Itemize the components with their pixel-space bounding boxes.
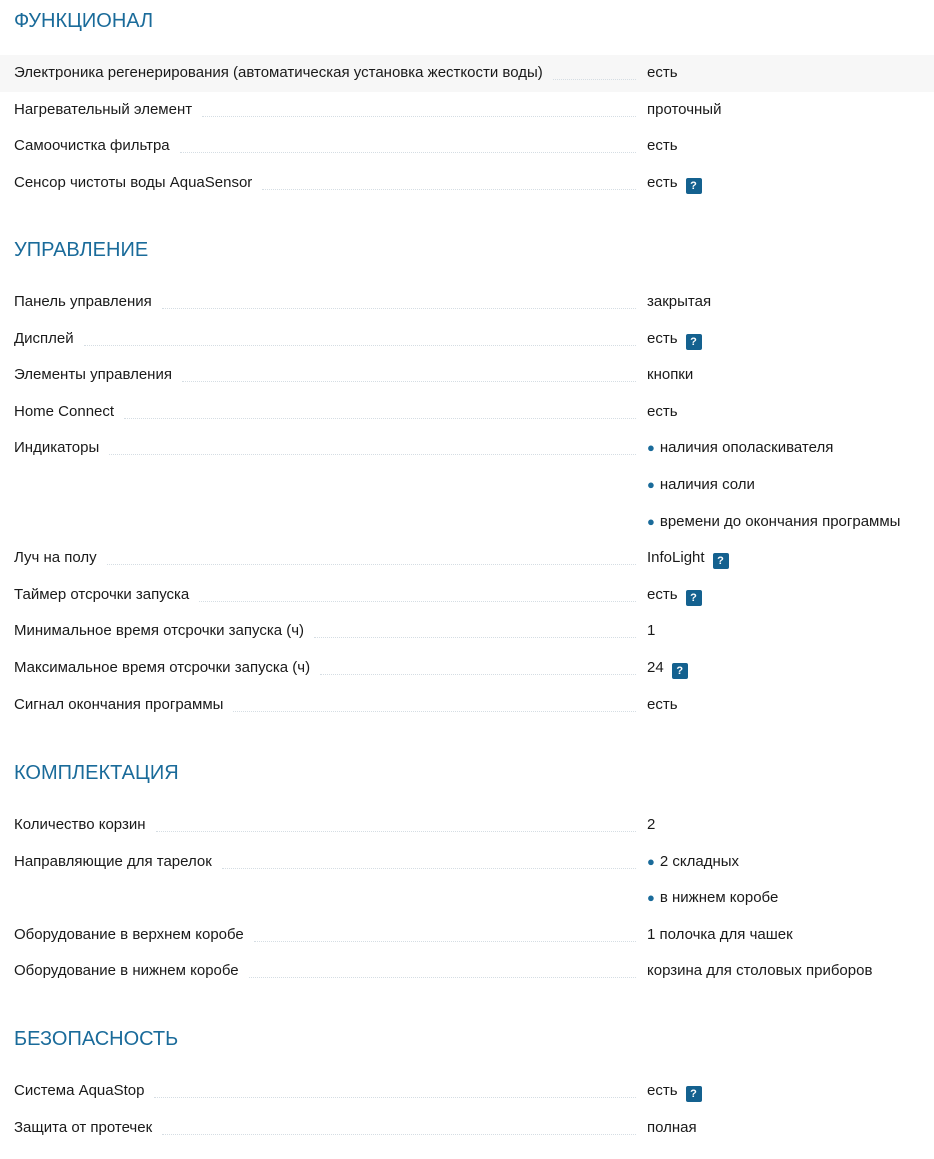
dotted-leader xyxy=(162,1134,636,1135)
spec-value xyxy=(647,55,678,91)
spec-value-text: корзина для столовых приборов xyxy=(647,962,873,980)
spec-label: Защита от протечек xyxy=(14,1118,153,1136)
spec-row xyxy=(0,917,934,954)
dotted-leader xyxy=(156,831,636,832)
spec-value-text: кнопки xyxy=(647,366,694,384)
spec-value-text: в нижнем коробе xyxy=(659,889,779,907)
spec-value xyxy=(647,394,678,430)
spec-value-text: времени до окончания программы xyxy=(659,512,901,530)
dotted-leader xyxy=(199,601,636,602)
section-title: ФУНКЦИОНАЛ xyxy=(14,10,154,32)
dotted-leader xyxy=(202,116,636,117)
help-icon[interactable]: ? xyxy=(686,334,702,350)
spec-row xyxy=(0,807,934,844)
spec-row xyxy=(0,92,934,129)
spec-row xyxy=(0,687,934,724)
spec-value-text: закрытая xyxy=(647,293,712,310)
spec-label: Электроника регенерирования (автоматическая установка жесткости воды) xyxy=(14,64,543,81)
spec-label: Самоочистка фильтра xyxy=(14,137,170,155)
spec-row xyxy=(0,1110,934,1147)
spec-row xyxy=(0,613,934,650)
spec-value-text: есть xyxy=(647,1082,678,1099)
dotted-leader xyxy=(109,454,636,455)
spec-row xyxy=(0,577,934,614)
spec-value-text: 24 xyxy=(647,659,664,676)
spec-row xyxy=(0,357,934,394)
spec-label: Нагревательный элемент xyxy=(14,100,193,118)
bullet-icon: ● xyxy=(647,476,655,492)
spec-row xyxy=(0,430,934,540)
spec-label: Количество корзин xyxy=(14,816,146,833)
spec-value xyxy=(647,880,778,916)
dotted-leader xyxy=(254,941,636,942)
dotted-leader xyxy=(233,711,636,712)
spec-label: Дисплей xyxy=(14,329,74,347)
spec-value-text: 2 складных xyxy=(659,852,740,870)
spec-value-text: есть xyxy=(647,329,678,347)
spec-value xyxy=(647,357,693,393)
section-title: УПРАВЛЕНИЕ xyxy=(14,239,149,261)
dotted-leader xyxy=(182,381,636,382)
spec-row xyxy=(0,540,934,577)
spec-value xyxy=(647,953,872,989)
spec-label: Луч на полу xyxy=(14,549,97,567)
dotted-leader xyxy=(553,79,636,80)
spec-value-text: есть xyxy=(647,585,678,603)
spec-value xyxy=(647,613,655,649)
spec-value xyxy=(647,1073,702,1109)
spec-row xyxy=(0,394,934,431)
spec-row xyxy=(0,321,934,358)
spec-label: Система AquaStop xyxy=(14,1082,145,1099)
spec-label: Панель управления xyxy=(14,293,152,310)
spec-value-text: InfoLight xyxy=(647,549,705,567)
dotted-leader xyxy=(249,977,636,978)
spec-value xyxy=(647,430,833,466)
spec-value xyxy=(647,577,702,613)
help-icon[interactable]: ? xyxy=(686,1086,702,1102)
spec-row xyxy=(0,650,934,687)
spec-value xyxy=(647,128,678,164)
dotted-leader xyxy=(222,868,636,869)
bullet-icon: ● xyxy=(647,853,655,869)
spec-label: Направляющие для тарелок xyxy=(14,852,212,870)
spec-label: Оборудование в верхнем коробе xyxy=(14,925,244,943)
spec-row xyxy=(0,953,934,990)
dotted-leader xyxy=(84,345,636,346)
spec-label: Оборудование в нижнем коробе xyxy=(14,962,239,980)
spec-row xyxy=(0,165,934,202)
spec-row xyxy=(0,1073,934,1110)
spec-value xyxy=(647,650,688,686)
spec-value xyxy=(647,467,755,503)
spec-row xyxy=(0,55,934,92)
section-title: КОМПЛЕКТАЦИЯ xyxy=(14,762,179,784)
spec-value-text: есть xyxy=(647,402,678,420)
help-icon[interactable]: ? xyxy=(686,178,702,194)
dotted-leader xyxy=(180,152,636,153)
spec-value-text: наличия соли xyxy=(659,475,755,493)
spec-value-text: проточный xyxy=(647,100,722,118)
spec-value xyxy=(647,917,793,953)
help-icon[interactable]: ? xyxy=(686,590,702,606)
dotted-leader xyxy=(124,418,636,419)
spec-value xyxy=(647,165,702,201)
spec-row xyxy=(0,128,934,165)
spec-value xyxy=(647,1110,697,1146)
spec-value-text: есть xyxy=(647,64,678,81)
spec-value-text: есть xyxy=(647,173,678,191)
dotted-leader xyxy=(107,564,636,565)
spec-value-text: 1 полочка для чашек xyxy=(647,925,793,943)
spec-value-text: 2 xyxy=(647,816,656,833)
spec-value-text: полная xyxy=(647,1118,697,1136)
spec-label: Таймер отсрочки запуска xyxy=(14,585,190,603)
spec-label: Сенсор чистоты воды AquaSensor xyxy=(14,173,253,191)
bullet-icon: ● xyxy=(647,440,655,456)
spec-row xyxy=(0,844,934,917)
spec-label: Минимальное время отсрочки запуска (ч) xyxy=(14,622,305,640)
bullet-icon: ● xyxy=(647,890,655,906)
spec-value xyxy=(647,807,655,843)
dotted-leader xyxy=(320,674,636,675)
spec-value xyxy=(647,321,702,357)
spec-label: Сигнал окончания программы xyxy=(14,695,224,713)
spec-value xyxy=(647,92,721,128)
dotted-leader xyxy=(162,308,636,309)
spec-row xyxy=(0,284,934,321)
spec-value-text: 1 xyxy=(647,622,656,640)
spec-value-text: есть xyxy=(647,695,678,713)
spec-value xyxy=(647,687,678,723)
spec-label: Home Connect xyxy=(14,402,115,420)
spec-value-text: наличия ополаскивателя xyxy=(659,439,834,457)
bullet-icon: ● xyxy=(647,513,655,529)
section-title: БЕЗОПАСНОСТЬ xyxy=(14,1028,179,1050)
help-icon[interactable]: ? xyxy=(713,553,729,569)
spec-value-text: есть xyxy=(647,137,678,155)
dotted-leader xyxy=(314,637,636,638)
spec-value xyxy=(647,540,729,576)
spec-label: Максимальное время отсрочки запуска (ч) xyxy=(14,659,311,676)
spec-value xyxy=(647,504,900,540)
spec-value xyxy=(647,844,739,880)
spec-label: Элементы управления xyxy=(14,366,172,384)
dotted-leader xyxy=(154,1097,636,1098)
spec-value xyxy=(647,284,711,320)
spec-label: Индикаторы xyxy=(14,439,100,457)
help-icon[interactable]: ? xyxy=(672,663,688,679)
dotted-leader xyxy=(262,189,636,190)
